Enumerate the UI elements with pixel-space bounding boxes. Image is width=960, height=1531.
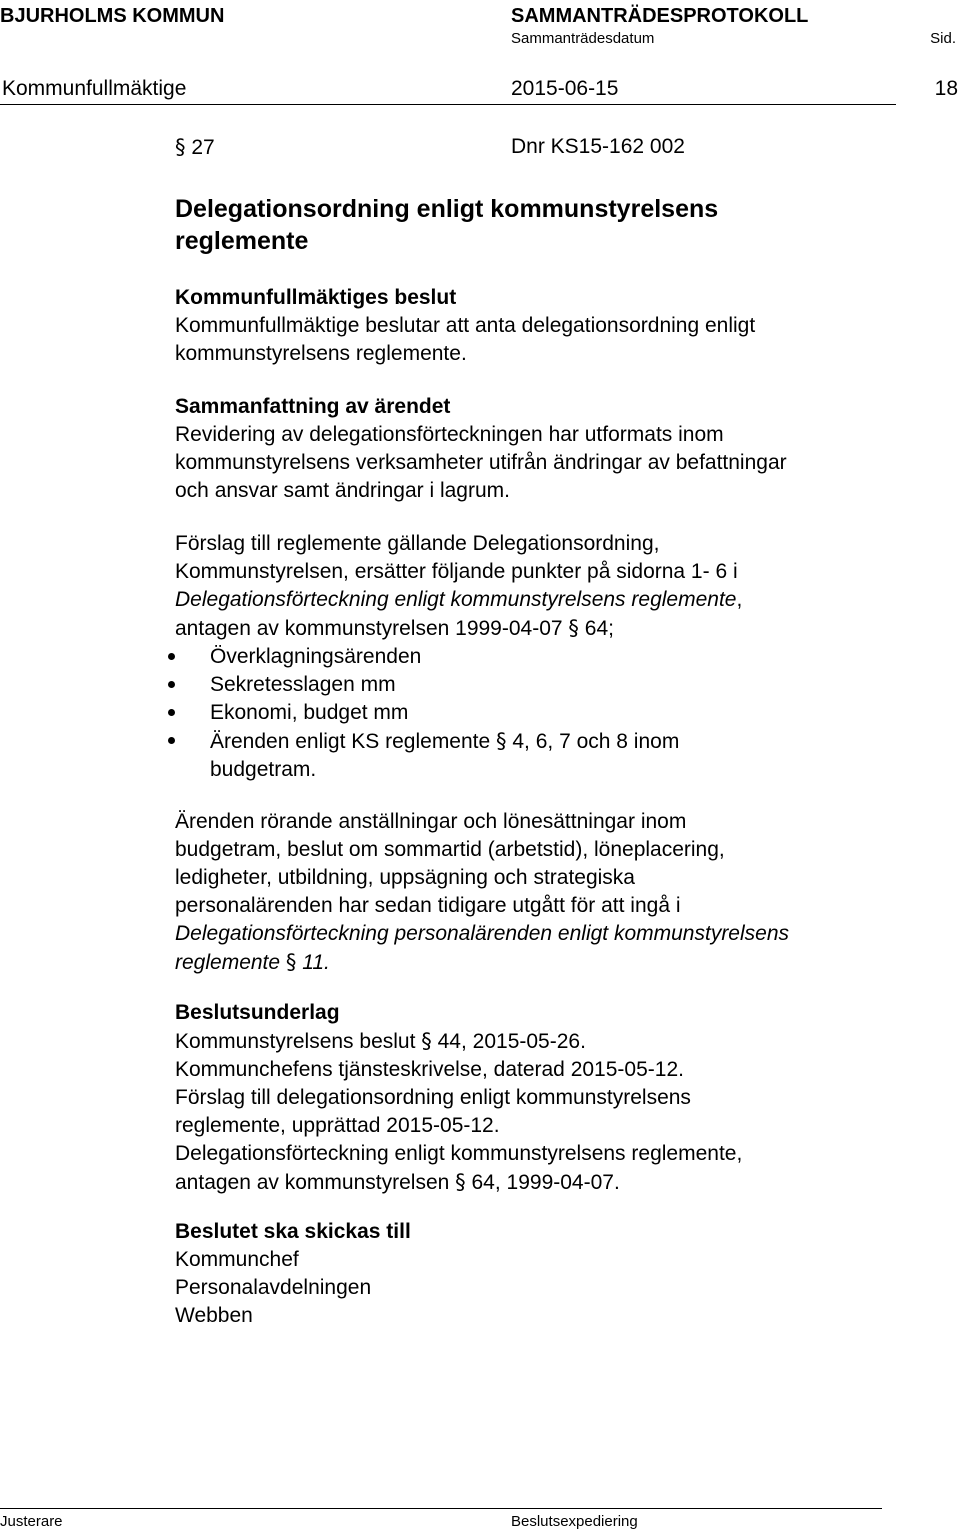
personnel-section [175, 808, 935, 977]
basis-heading: Beslutsunderlag [175, 1001, 340, 1024]
basis-line [175, 1027, 935, 1056]
basis-text: Kommunstyrelsens beslut [175, 1030, 416, 1053]
section-symbol: § [175, 135, 186, 159]
basis-line: Kommunchefens tjänsteskrivelse, daterad 2015-05-12. [175, 1058, 684, 1081]
section-symbol: § [568, 616, 579, 640]
list-item [175, 643, 935, 671]
punctuation: , [736, 588, 743, 611]
list-item [175, 671, 935, 699]
proposal-text: antagen av kommunstyrelsen 1999-04-07 [175, 617, 563, 640]
recipient: Kommunchef [175, 1248, 299, 1271]
section-symbol: § [496, 729, 507, 753]
item-number: 27 [191, 136, 215, 159]
basis-line [175, 1168, 935, 1197]
summary-section [175, 393, 935, 505]
diary-number: Dnr KS15-162 002 [511, 135, 685, 158]
meeting-date: 2015-06-15 [511, 77, 619, 100]
personnel-line: ledigheter, utbildning, uppsägning och strategiska [175, 866, 635, 889]
decision-section [175, 284, 935, 368]
footer-divider [0, 1508, 882, 1509]
footer-justerare: Justerare [0, 1513, 63, 1530]
personnel-line: budgetram, beslut om sommartid (arbetstid), löneplacering, [175, 838, 725, 861]
decision-line: Kommunfullmäktige beslutar att anta delegationsordning enligt [175, 314, 756, 337]
page-number: 18 [934, 77, 958, 100]
item-title [175, 193, 935, 257]
footer-beslutsexpediering: Beslutsexpediering [511, 1513, 638, 1530]
summary-line: kommunstyrelsens verksamheter utifrån ändringar av befattningar [175, 451, 787, 474]
personnel-line: personalärenden har sedan tidigare utgått för att ingå i [175, 894, 681, 917]
list-item-text: Sekretesslagen mm [210, 673, 396, 696]
list-item-text: Överklagningsärenden [210, 645, 422, 668]
header-divider [0, 104, 896, 105]
item-header [175, 133, 935, 162]
meeting-date-label: Sammanträdesdatum [511, 30, 655, 47]
section-symbol: § [421, 1029, 432, 1053]
body-name: Kommunfullmäktige [2, 77, 187, 100]
section-symbol: § [455, 1170, 466, 1194]
summary-line: och ansvar samt ändringar i lagrum. [175, 479, 510, 502]
proposal-line [175, 586, 935, 614]
list-item-text: 4, 6, 7 och 8 inom [512, 730, 680, 753]
recipient: Webben [175, 1304, 253, 1327]
document-reference: 11. [302, 951, 330, 974]
title-line: Delegationsordning enligt kommunstyrelsens [175, 195, 719, 223]
decision-heading: Kommunfullmäktiges beslut [175, 286, 457, 309]
section-symbol: § [285, 950, 297, 974]
document-type: SAMMANTRÄDESPROTOKOLL [511, 5, 809, 27]
personnel-line [175, 920, 935, 948]
summary-line: Revidering av delegationsförteckningen har utformats inom [175, 423, 724, 446]
bullet-list [175, 643, 935, 784]
basis-section [175, 999, 935, 1197]
proposal-line: Kommunstyrelsen, ersätter följande punkter på sidorna 1- 6 i [175, 560, 738, 583]
basis-line: Delegationsförteckning enligt kommunstyrelsens reglemente, [175, 1142, 743, 1165]
document-reference: Delegationsförteckning enligt kommunstyrelsens reglemente [175, 588, 737, 611]
proposal-section [175, 530, 935, 784]
document-reference: reglemente [175, 951, 281, 974]
basis-text: antagen av kommunstyrelsen [175, 1171, 450, 1194]
list-item [175, 727, 935, 784]
list-item-text: Ärenden enligt KS reglemente [210, 730, 491, 753]
summary-heading: Sammanfattning av ärendet [175, 395, 451, 418]
basis-text: 64, 1999-04-07. [471, 1171, 620, 1194]
send-to-heading: Beslutet ska skickas till [175, 1220, 411, 1243]
personnel-line [175, 948, 935, 977]
proposal-line [175, 614, 935, 643]
title-line: reglemente [175, 227, 309, 255]
basis-line: reglemente, upprättad 2015-05-12. [175, 1114, 500, 1137]
document-reference: Delegationsförteckning personalärenden enligt kommunstyrelsens [175, 922, 790, 945]
proposal-text: 64; [584, 617, 614, 640]
organization-name: BJURHOLMS KOMMUN [0, 5, 225, 27]
decision-line: kommunstyrelsens reglemente. [175, 342, 467, 365]
list-item-text: budgetram. [210, 758, 317, 781]
personnel-line: Ärenden rörande anställningar och lönesättningar inom [175, 810, 687, 833]
list-item-text: Ekonomi, budget mm [210, 701, 409, 724]
basis-line: Förslag till delegationsordning enligt kommunstyrelsens [175, 1086, 691, 1109]
recipient: Personalavdelningen [175, 1276, 372, 1299]
list-item [175, 699, 935, 727]
proposal-line: Förslag till reglemente gällande Delegationsordning, [175, 532, 660, 555]
basis-text: 44, 2015-05-26. [437, 1030, 586, 1053]
page-label: Sid. [930, 30, 956, 47]
send-to-section [175, 1218, 935, 1330]
